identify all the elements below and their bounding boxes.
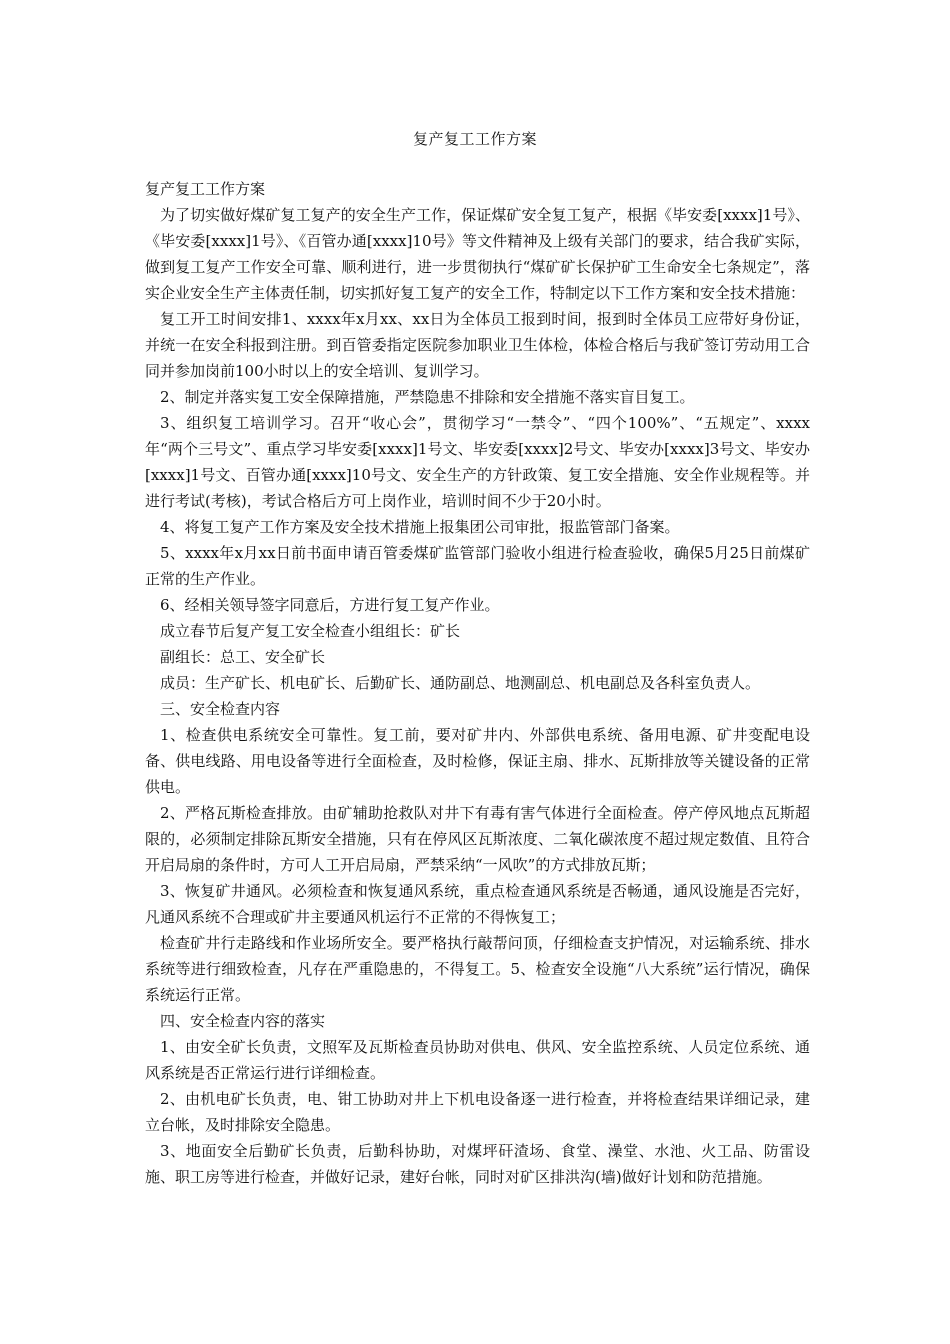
paragraph: 复工开工时间安排1、xxxx年x月xx、xx日为全体员工报到时间，报到时全体员工应带好身份证，并统一在安全科报到注册。到百管委指定医院参加职业卫生体检，体检合格后与我矿签订劳动用工合同并参加岗前100小时以上的安全培训、复训学习。 xyxy=(145,310,810,380)
paragraph: 6、经相关领导签字同意后，方进行复工复产作业。 xyxy=(160,596,500,614)
paragraph: 复产复工工作方案 xyxy=(145,180,266,198)
paragraph: 2、制定并落实复工安全保障措施，严禁隐患不排除和安全措施不落实盲目复工。 xyxy=(160,388,695,406)
document-body xyxy=(145,176,810,1190)
paragraph: 5、xxxx年x月xx日前书面申请百管委煤矿监管部门验收小组进行检查验收，确保5月25日前煤矿正常的生产作业。 xyxy=(145,544,810,588)
paragraph: 四、安全检查内容的落实 xyxy=(160,1012,326,1030)
paragraph: 三、安全检查内容 xyxy=(160,700,281,718)
paragraph: 为了切实做好煤矿复工复产的安全生产工作，保证煤矿安全复工复产，根据《毕安委[xxxx]1号》、《毕安委[xxxx]1号》、《百管办通[xxxx]10号》等文件精神及上级有关部门的要求，结合我矿实际，做到复工复产工作安全可靠、顺利进行，进一步贯彻执行“煤矿矿长保护矿工生命安全七条规定”，落实企业安全生产主体责任制，切实抓好复工复产的安全工作，特制定以下工作方案和安全技术措施： xyxy=(145,206,810,302)
paragraph: 成员：生产矿长、机电矿长、后勤矿长、通防副总、地测副总、机电副总及各科室负责人。 xyxy=(160,674,761,692)
paragraph: 2、由机电矿长负责，电、钳工协助对井上下机电设备逐一进行检查，并将检查结果详细记录，建立台帐，及时排除安全隐患。 xyxy=(145,1090,810,1134)
paragraph: 3、恢复矿井通风。必须检查和恢复通风系统，重点检查通风系统是否畅通，通风设施是否完好，凡通风系统不合理或矿井主要通风机运行不正常的不得恢复工； xyxy=(145,882,810,926)
paragraph: 4、将复工复产工作方案及安全技术措施上报集团公司审批，报监管部门备案。 xyxy=(160,518,680,536)
paragraph: 1、检查供电系统安全可靠性。复工前，要对矿井内、外部供电系统、备用电源、矿井变配电设备、供电线路、用电设备等进行全面检查，及时检修，保证主扇、排水、瓦斯排放等关键设备的正常供电。 xyxy=(145,726,810,796)
paragraph: 3、地面安全后勤矿长负责，后勤科协助，对煤坪矸渣场、食堂、澡堂、水池、火工品、防雷设施、职工房等进行检查，并做好记录，建好台帐，同时对矿区排洪沟(墙)做好计划和防范措施。 xyxy=(145,1142,810,1186)
paragraph: 3、组织复工培训学习。召开“收心会”，贯彻学习“一禁令”、“四个100%”、“五规定”、xxxx年“两个三号文”、重点学习毕安委[xxxx]1号文、毕安委[xxxx]2号文、毕安办[xxxx]3号文、毕安办[xxxx]1号文、百管办通[xxxx]10号文、安全生产的方针政策、复工安全措施、安全作业规程等。并进行考试(考核)，考试合格后方可上岗作业，培训时间不少于20小时。 xyxy=(145,414,810,510)
paragraph: 副组长：总工、安全矿长 xyxy=(160,648,326,666)
document-title: 复产复工工作方案 xyxy=(412,130,537,148)
paragraph: 1、由安全矿长负责，文照军及瓦斯检查员协助对供电、供风、安全监控系统、人员定位系统、通风系统是否正常运行进行详细检查。 xyxy=(145,1038,810,1082)
paragraph: 检查矿井行走路线和作业场所安全。要严格执行敲帮问顶，仔细检查支护情况，对运输系统、排水系统等进行细致检查，凡存在严重隐患的，不得复工。5、检查安全设施“八大系统”运行情况，确保系统运行正常。 xyxy=(145,934,810,1004)
paragraph: 成立春节后复产复工安全检查小组组长：矿长 xyxy=(160,622,461,640)
paragraph: 2、严格瓦斯检查排放。由矿辅助抢救队对井下有毒有害气体进行全面检查。停产停风地点瓦斯超限的，必须制定排除瓦斯安全措施，只有在停风区瓦斯浓度、二氧化碳浓度不超过规定数值、且符合开启局扇的条件时，方可人工开启局扇，严禁采纳“一风吹”的方式排放瓦斯； xyxy=(145,804,810,874)
